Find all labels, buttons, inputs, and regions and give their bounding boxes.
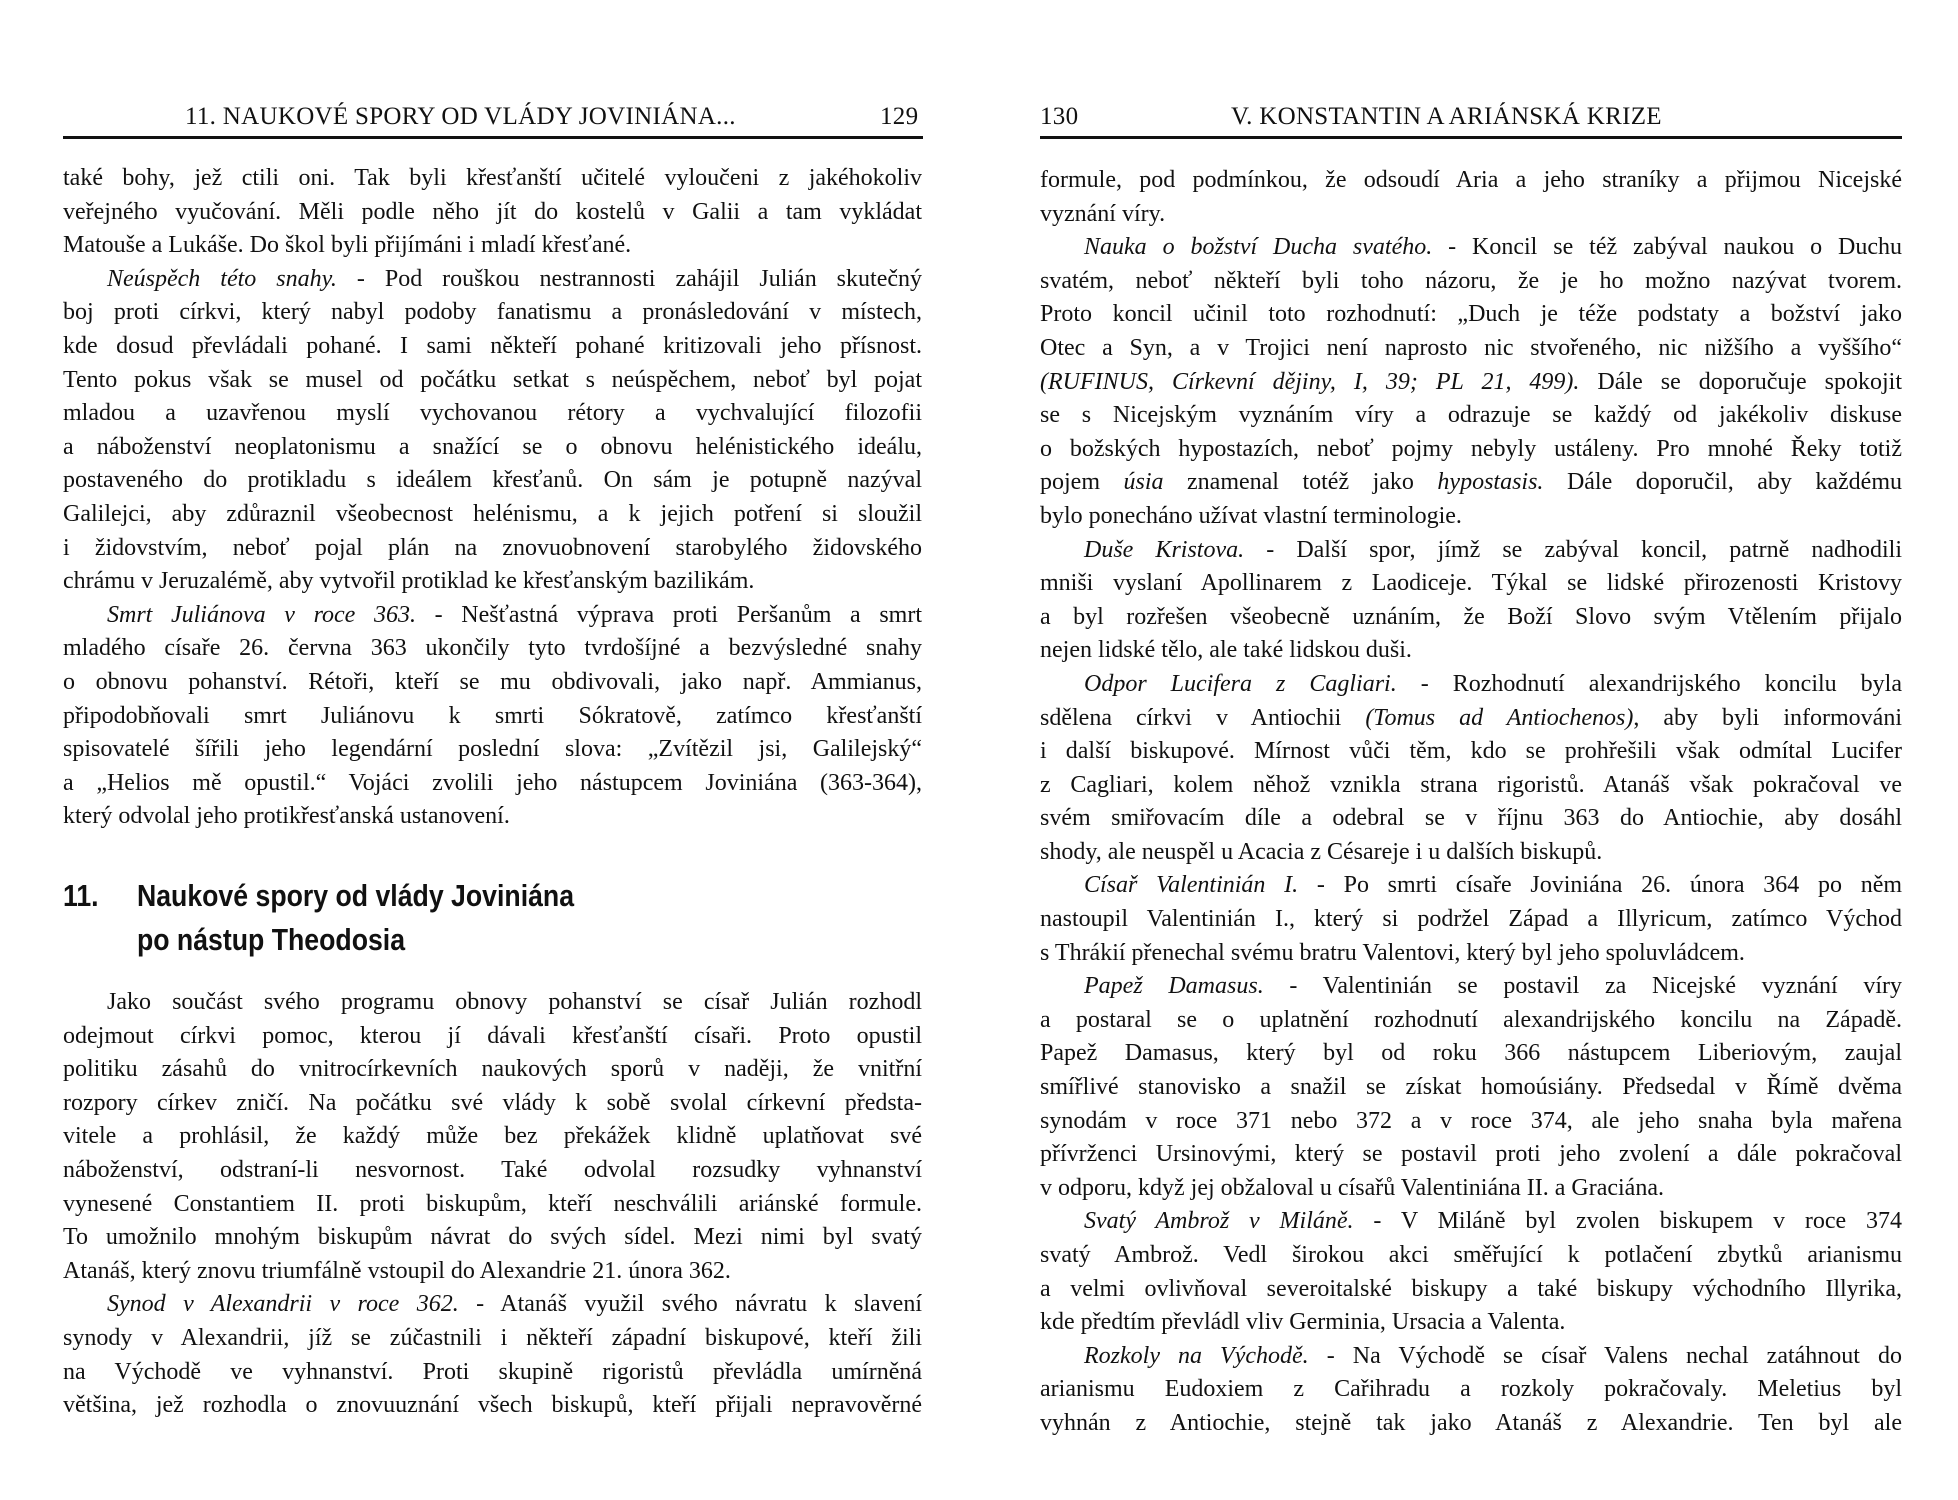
text-run: Papež Damasus, který byl od roku 366 nástupcem Liberiovým, zaujal [1040,1040,1902,1067]
text-line [63,1356,922,1390]
text-run: Jako součást svého programu obnovy pohanství se císař Julián rozhodl [107,989,922,1015]
text-run: odejmout církvi pomoc, kterou jí dávali křesťanští císaři. Proto opustil [63,1022,922,1049]
section-title-line2: po nástup Theodosia [136,922,406,957]
paragraph [1040,1340,1902,1441]
paragraph [63,1288,922,1422]
text-run: i další biskupové. Mírnost vůči těm, kdo se prohřešili však odmítal Lucifer [1040,738,1902,765]
text-run: Otec a Syn, a v Trojici není naprosto nic stvořeného, nic nižšího a vyššího“ [1040,334,1902,361]
text-line [1040,298,1902,332]
italic-text: Nauka o božství Ducha svatého. [1084,234,1433,261]
paragraph [1040,534,1902,668]
section-title-line1: Naukové spory od vlády Joviniána [136,878,575,913]
paragraph [63,986,922,1288]
text-run: nejen lidské tělo, ale také lidskou duši. [1040,637,1412,664]
text-run: Matouše a Lukáše. Do škol byli přijímáni i mladí křesťané. [63,232,632,259]
right-page-number: 130 [1040,103,1079,130]
paragraph [1040,668,1902,870]
text-line [1040,399,1902,433]
paragraph [63,162,922,263]
text-line [63,364,922,398]
text-line [1040,534,1902,568]
text-line [63,162,922,196]
text-line [63,1154,922,1188]
text-line [63,632,922,666]
text-line [1040,903,1902,937]
italic-text: Papež Damasus. [1084,973,1264,1000]
left-running-head: 11. NAUKOVÉ SPORY OD VLÁDY JOVINIÁNA... [185,103,736,130]
text-run: politiku zásahů do vnitrocírkevních naukových sporů v naději, že vnitřní [63,1056,922,1083]
text-run: vynesené Constantiem II. proti biskupům, kteří neschválili ariánské formule. [63,1190,922,1217]
right-running-head: V. KONSTANTIN A ARIÁNSKÁ KRIZE [1231,103,1662,130]
text-line [1040,1273,1902,1307]
text-run: - Rozhodnutí alexandrijského koncilu byla [1396,670,1902,697]
text-run: se s Nicejským vyznáním víry a odrazuje se každý od jakékoliv diskuse [1040,402,1902,429]
text-line [63,196,922,230]
text-line [1040,198,1902,232]
text-run: také bohy, jež ctili oni. Tak byli křesťanští učitelé vyloučeni z jakéhokoliv [63,165,922,191]
text-line [1040,970,1902,1004]
text-run: Dále se doporučuje spokojit [1579,368,1902,395]
text-run: chrámu v Jeruzalémě, aby vytvořil protiklad ke křesťanským bazilikám. [63,568,755,595]
text-line [1040,500,1902,534]
text-run: - Pod rouškou nestrannosti zahájil Julián skutečný [336,265,922,292]
right-header-rule [1040,136,1902,139]
text-run: Galilejci, aby zdůraznil všeobecnost helénismu, a k jejich potření si sloužil [63,500,922,527]
text-line [1040,634,1902,668]
italic-text: Odpor Lucifera z Cagliari. [1084,670,1397,697]
text-run: který odvolal jeho protikřesťanská ustanovení. [63,803,510,830]
text-line [63,1389,922,1423]
text-line [1040,1407,1902,1441]
italic-text: Rozkoly na Východě. [1084,1342,1309,1369]
italic-text: Synod v Alexandrii v roce 362. [107,1291,459,1318]
text-line [1040,1138,1902,1172]
text-run: v odporu, když jej obžaloval u císařů Valentiniána II. a Graciána. [1040,1174,1664,1201]
text-line [63,733,922,767]
text-line [1040,869,1902,903]
text-line [1040,1239,1902,1273]
text-line [1040,601,1902,635]
text-line [1040,735,1902,769]
text-run: Dále doporučil, aby každému [1543,469,1902,496]
text-run: většina, jež rozhodla o znovuuznání všech biskupů, kteří přijali nepravověrné [63,1392,922,1419]
text-line [63,464,922,498]
text-run: - Další spor, jímž se zabýval koncil, patrně nadhodili [1244,536,1902,563]
text-run: arianismu Eudoxiem z Cařihradu a rozkoly pokračovaly. Meletius byl [1040,1376,1902,1403]
text-line [63,767,922,801]
text-line [63,666,922,700]
italic-text: Smrt Juliánova v roce 363. [107,601,416,628]
paragraph [1040,970,1902,1205]
italic-text: hypostasis. [1437,469,1544,496]
text-run: znamenal totéž jako [1163,469,1438,496]
text-run: - Na Východě se císař Valens nechal zatáhnout do [1308,1342,1902,1369]
text-run: náboženství, odstraní-li nesvornost. Také odvolal rozsudky vyhnanství [63,1156,922,1183]
text-run: synody v Alexandrii, jíž se zúčastnili i někteří západní biskupové, kteří žili [63,1324,922,1351]
text-line [1040,164,1902,198]
text-run: svatý Ambrož. Vedl širokou akci směřující k potlačení zbytků arianismu [1040,1242,1902,1268]
text-run: synodám v roce 371 nebo 372 a v roce 374, ale jeho snaha byla mařena [1040,1107,1902,1134]
text-line [63,263,922,297]
text-run: - Valentinián se postavil za Nicejské vyznání víry [1263,973,1902,1000]
text-run: kde dosud převládali pohané. I sami někteří pohané kritizovali jeho přísnost. [63,332,922,359]
text-run: a „Helios mě opustil.“ Vojáci zvolili jeho nástupcem Joviniána (363-364), [63,769,922,796]
text-line [63,800,922,834]
text-line [1040,1105,1902,1139]
text-run: s Thrákií přenechal svému bratru Valentovi, který byl jeho spoluvládcem. [1040,939,1745,966]
left-bottom-text [63,986,922,1423]
text-run: vitele a prohlásil, že každý může bez překážek klidně uplatňovat své [63,1123,922,1150]
text-run: rozpory církev zničí. Na počátku své vlády k sobě svolal církevní předsta- [63,1089,922,1116]
text-line [63,330,922,364]
text-run: a velmi ovlivňoval severoitalské biskupy a také biskupy východního Illyrika, [1040,1275,1902,1302]
italic-text: úsia [1123,469,1164,496]
text-line [1040,1205,1902,1239]
paragraph [1040,164,1902,231]
text-run: na Východě ve vyhnanství. Proti skupině rigoristů převládla umírněná [63,1358,922,1385]
text-line [1040,366,1902,400]
text-line [63,1087,922,1121]
paragraph [1040,231,1902,533]
text-run: To umožnilo mnohým biskupům návrat do svých sídel. Mezi nimi byl svatý [63,1224,922,1251]
text-run: veřejného vyučování. Měli podle něho jít do kostelů v Galii a tam vykládat [63,198,922,225]
text-line [63,986,922,1020]
text-line [1040,769,1902,803]
text-line [1040,1172,1902,1206]
text-line [63,1255,922,1289]
text-run: shody, ale neuspěl u Acacia z Césareje i u dalších biskupů. [1040,838,1603,865]
italic-text: (Tomus ad Antiochenos) [1365,704,1634,731]
text-run: nastoupil Valentinián I., který si podržel Západ a Illyricum, zatímco Východ [1040,906,1902,933]
text-run: spisovatelé šířili jeho legendární poslední slova: „Zvítězil jsi, Galilejský“ [63,736,922,763]
text-line [1040,1071,1902,1105]
text-run: svatém, neboť někteří byli toho názoru, že je ho možno nazývat tvorem. [1040,267,1902,294]
text-line [63,1288,922,1322]
text-run: o obnovu pohanství. Rétoři, kteří se mu obdivovali, jako např. Ammianus, [63,668,922,695]
text-run: i židovstvím, neboť pojal plán na znovuobnovení starobylého židovského [63,534,922,561]
text-line [1040,433,1902,467]
text-line [1040,1373,1902,1407]
text-run: svém smiřovacím díle a odebral se v říjnu 363 do Antiochie, aby dosáhl [1040,805,1902,832]
text-line [63,1188,922,1222]
text-line [63,599,922,633]
text-line [63,397,922,431]
text-run: - Koncil se též zabýval naukou o Duchu [1432,234,1902,261]
text-run: Atanáš, který znovu triumfálně vstoupil do Alexandrie 21. února 362. [63,1257,731,1284]
text-run: Tento pokus však se musel od počátku setkat s neúspěchem, neboť byl pojat [63,366,922,393]
text-run: - Atanáš využil svého návratu k slavení [458,1291,922,1318]
text-run: mniši vyslaní Apollinarem z Laodiceje. Týkal se lidské přirozenosti Kristovy [1040,570,1902,597]
text-run: - V Miláně byl zvolen biskupem v roce 374 [1353,1208,1902,1235]
text-run: - Nešťastná výprava proti Peršanům a smrt [415,601,922,628]
text-run: boj proti církvi, který nabyl podoby fanatismu a pronásledování v místech, [63,299,922,326]
text-line [1040,1340,1902,1374]
text-line [63,1053,922,1087]
text-line [63,296,922,330]
text-run: Proto koncil učinil toto rozhodnutí: „Duch je téže podstaty a božství jako [1040,301,1902,328]
text-run: sdělena církvi v Antiochii [1040,704,1366,731]
text-run: formule, pod podmínkou, že odsoudí Aria a jeho straníky a přijmou Nicejské [1040,167,1902,193]
section-heading [63,874,574,962]
text-line [1040,466,1902,500]
text-run: a náboženství neoplatonismu a snažící se o obnovu helénistického ideálu, [63,433,922,460]
text-line [1040,802,1902,836]
text-run: vyhnán z Antiochie, stejně tak jako Atanáš z Alexandrie. Ten byl ale [1040,1409,1902,1436]
text-line [63,1221,922,1255]
text-line [1040,567,1902,601]
text-run: smířlivé stanovisko a snažil se získat homoúsiány. Předsedal v Římě dvěma [1040,1074,1902,1101]
italic-text: Neúspěch této snahy. [107,265,337,292]
italic-text: (RUFINUS, Církevní dějiny, I, 39; PL 21, 499). [1040,368,1580,395]
text-run: - Po smrti císaře Joviniána 26. února 364 po něm [1298,872,1902,899]
text-run: , aby byli informováni [1633,704,1902,731]
text-line [1040,668,1902,702]
text-run: z Cagliari, kolem něhož vznikla strana rigoristů. Atanáš však pokračoval ve [1040,771,1902,798]
text-run: postaveného do protikladu s ideálem křesťanů. On sám je potupně nazýval [63,467,922,494]
section-number: 11. [63,878,99,913]
paragraph [63,263,922,599]
text-run: bylo ponecháno užívat vlastní terminologie. [1040,502,1462,529]
text-line [1040,1306,1902,1340]
text-run: a byl rozřešen všeobecně uznáním, že Boží Slovo svým Vtělením přijalo [1040,603,1902,630]
text-line [1040,937,1902,971]
text-run: přívrženci Ursinovými, který se postavil proti jeho zvolení a dále pokračoval [1040,1141,1902,1168]
text-run: vyznání víry. [1040,200,1166,227]
text-line [1040,1004,1902,1038]
text-line [63,229,922,263]
text-run: mladou a uzavřenou myslí vychovanou rétory a vychvalující filozofii [63,400,922,427]
text-line [63,498,922,532]
text-line [63,1020,922,1054]
left-page-number: 129 [880,103,919,130]
text-line [1040,265,1902,299]
italic-text: Císař Valentinián I. [1084,872,1299,899]
text-run: kde předtím převládl vliv Germinia, Ursacia a Valenta. [1040,1309,1566,1336]
text-line [1040,702,1902,736]
text-line [63,532,922,566]
italic-text: Svatý Ambrož v Miláně. [1084,1208,1354,1235]
text-line [1040,836,1902,870]
text-line [63,700,922,734]
text-line [63,431,922,465]
text-run: mladého císaře 26. června 363 ukončily tyto tvrdošíjné a bezvýsledné snahy [63,635,922,662]
text-line [1040,332,1902,366]
paragraph [1040,1205,1902,1339]
text-line [1040,231,1902,265]
text-line [63,565,922,599]
left-top-text [63,162,922,834]
right-text [1040,164,1902,1441]
text-run: připodobňovali smrt Juliánovu k smrti Sókratově, zatímco křesťanští [63,702,922,729]
italic-text: Duše Kristova. [1084,536,1245,563]
text-line [63,1120,922,1154]
paragraph [63,599,922,834]
text-line [63,1322,922,1356]
paragraph [1040,869,1902,970]
text-run: pojem [1040,469,1124,496]
left-header-rule [63,136,923,139]
text-run: o božských hypostazích, neboť pojmy nebyly ustáleny. Pro mnohé Řeky totiž [1040,435,1902,462]
text-line [1040,1037,1902,1071]
text-run: a postaral se o uplatnění rozhodnutí alexandrijského koncilu na Západě. [1040,1006,1902,1033]
